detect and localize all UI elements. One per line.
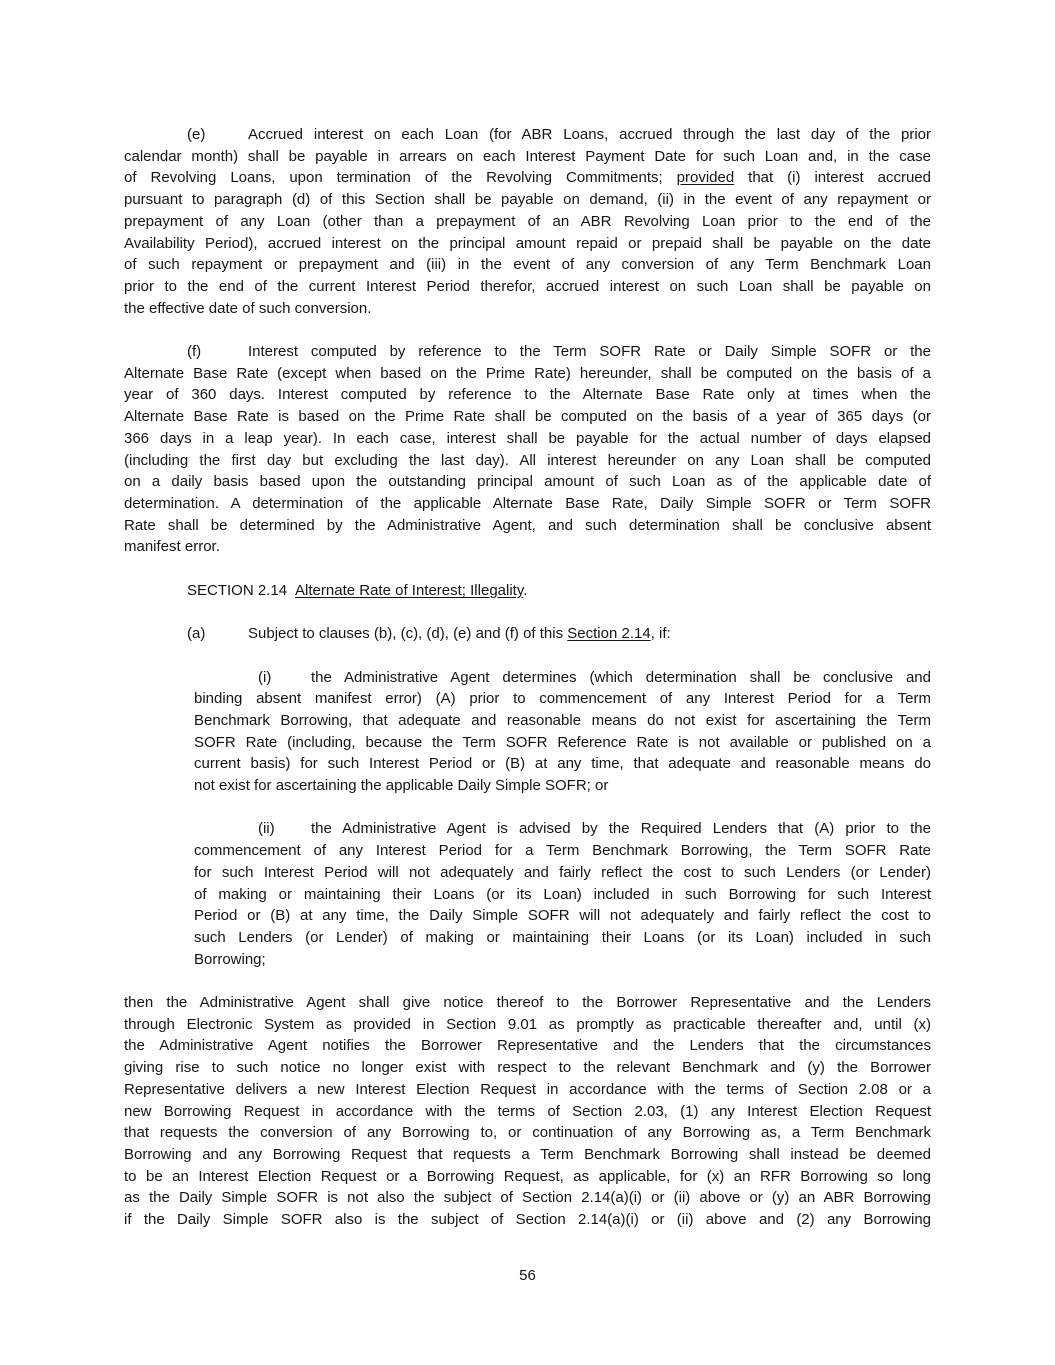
paragraph-f — [124, 341, 931, 558]
text-line: on a daily basis based upon the outstanding principal amount of such Loan as of the applicable date of — [124, 473, 931, 491]
text-line: current basis) for such Interest Period or (B) at any time, that adequate and reasonable means do — [194, 755, 931, 773]
section-title-end: . — [523, 581, 528, 599]
text-line: 366 days in a leap year). In each case, interest shall be payable for the actual number of days elapsed — [124, 429, 931, 447]
text-line: of such repayment or prepayment and (iii) in the event of any conversion of any Term Benchmark Loan — [124, 256, 931, 274]
subclause-ii — [194, 818, 931, 970]
text-line: for such Interest Period will not adequately and fairly reflect the cost to such Lenders (or Lender) — [194, 863, 931, 881]
clause-label: (a) — [187, 625, 206, 643]
text-line: through Electronic System as provided in Section 9.01 as promptly as practicable thereafter and, until (x) — [124, 1015, 931, 1033]
text-line: of making or maintaining their Loans (or its Loan) included in such Borrowing for such Interest — [194, 885, 931, 903]
text-line: SOFR Rate (including, because the Term SOFR Reference Rate is not available or published on a — [194, 733, 931, 751]
text-line: manifest error. — [124, 538, 220, 556]
line-text: , if: — [650, 625, 671, 643]
text-line — [124, 623, 931, 645]
section-number: SECTION 2.14 — [187, 581, 288, 599]
text-line: giving rise to such notice no longer exist with respect to the relevant Benchmark and (y) the Borrower — [124, 1059, 931, 1077]
section-title: Alternate Rate of Interest; Illegality — [295, 581, 524, 599]
text-line: new Borrowing Request in accordance with the terms of Section 2.03, (1) any Interest Election Request — [124, 1102, 931, 1120]
paragraph-e — [124, 124, 931, 319]
page-number: 56 — [519, 1267, 536, 1284]
line-text: that (i) interest accrued — [734, 169, 931, 187]
text-line: not exist for ascertaining the applicable Daily Simple SOFR; or — [194, 777, 609, 795]
line-text: the Administrative Agent determines (which determination shall be conclusive and — [311, 668, 931, 686]
line-text: the Administrative Agent is advised by the Required Lenders that (A) prior to the — [311, 820, 931, 838]
text-line: determination. A determination of the applicable Alternate Base Rate, Daily Simple SOFR or Term SOFR — [124, 494, 931, 512]
text-line: prior to the end of the current Interest Period therefor, accrued interest on such Loan shall be payable on — [124, 277, 931, 295]
text-line — [124, 580, 931, 602]
text-line: Alternate Base Rate (except when based on the Prime Rate) hereunder, shall be computed on the basis of a — [124, 364, 931, 382]
text-line — [194, 818, 931, 840]
text-line: then the Administrative Agent shall give notice thereof to the Borrower Representative and the Lenders — [124, 994, 931, 1012]
text-line: such Lenders (or Lender) of making or maintaining their Loans (or its Loan) included in such — [194, 928, 931, 946]
text-line: as the Daily Simple SOFR is not also the subject of Section 2.14(a)(i) or (ii) above or (y) an ABR Borrowing — [124, 1189, 931, 1207]
text-line — [124, 167, 931, 189]
text-line: that requests the conversion of any Borrowing to, or continuation of any Borrowing as, a Term Benchmark — [124, 1124, 931, 1142]
clause-label: (f) — [187, 343, 202, 361]
text-line: Alternate Base Rate is based on the Prime Rate shall be computed on the basis of a year of 365 days (or — [124, 408, 931, 426]
text-line: Benchmark Borrowing, that adequate and reasonable means do not exist for ascertaining the Term — [194, 711, 931, 729]
text-line — [124, 341, 931, 363]
text-line: binding absent manifest error) (A) prior to commencement of any Interest Period for a Term — [194, 690, 931, 708]
subclause-i — [194, 667, 931, 797]
text-line: commencement of any Interest Period for a Term Benchmark Borrowing, the Term SOFR Rate — [194, 842, 931, 860]
line-text: Subject to clauses (b), (c), (d), (e) and (f) of this — [248, 625, 568, 643]
text-line: if the Daily Simple SOFR also is the subject of Section 2.14(a)(i) or (ii) above and (2) any Borrowing — [124, 1211, 931, 1229]
line-text: Interest computed by reference to the Term SOFR Rate or Daily Simple SOFR or the — [248, 343, 931, 361]
text-line: Rate shall be determined by the Administrative Agent, and such determination shall be conclusive absent — [124, 516, 931, 534]
clause-label: (i) — [258, 668, 272, 686]
text-line: the Administrative Agent notifies the Borrower Representative and the Lenders that the circumstances — [124, 1037, 931, 1055]
paragraph-then — [124, 992, 931, 1231]
line-text: of Revolving Loans, upon termination of the Revolving Commitments; — [124, 169, 677, 187]
document-page — [124, 124, 931, 1252]
text-line: year of 360 days. Interest computed by reference to the Alternate Base Rate only at times when the — [124, 386, 931, 404]
text-line: Borrowing and any Borrowing Request that requests a Term Benchmark Borrowing shall instead be deemed — [124, 1145, 931, 1163]
text-line: the effective date of such conversion. — [124, 299, 372, 317]
clause-a — [124, 623, 931, 645]
text-line: prepayment of any Loan (other than a prepayment of an ABR Revolving Loan prior to the end of the — [124, 212, 931, 230]
section-cross-reference: Section 2.14 — [567, 625, 651, 643]
clause-label: (ii) — [258, 820, 275, 838]
line-text: Accrued interest on each Loan (for ABR Loans, accrued through the last day of the prior — [248, 126, 931, 143]
clause-label: (e) — [187, 126, 206, 143]
text-line: Borrowing; — [194, 950, 266, 968]
text-line — [194, 667, 931, 689]
text-line: Availability Period), accrued interest on the principal amount repaid or prepaid shall be payable on the date — [124, 234, 931, 252]
section-heading — [124, 580, 931, 602]
text-line — [124, 124, 931, 146]
text-line: to be an Interest Election Request or a Borrowing Request, as applicable, for (x) an RFR Borrowing so long — [124, 1167, 931, 1185]
text-line: Representative delivers a new Interest Election Request in accordance with the terms of Section 2.08 or a — [124, 1080, 931, 1098]
text-line: calendar month) shall be payable in arrears on each Interest Payment Date for such Loan and, in the case — [124, 147, 931, 165]
text-line: (including the first day but excluding the last day). All interest hereunder on any Loan shall be computed — [124, 451, 931, 469]
text-line: pursuant to paragraph (d) of this Section shall be payable on demand, (ii) in the event of any repayment or — [124, 191, 931, 209]
text-line: Period or (B) at any time, the Daily Simple SOFR will not adequately and fairly reflect the cost to — [194, 907, 931, 925]
defined-term-provided: provided — [676, 169, 735, 187]
